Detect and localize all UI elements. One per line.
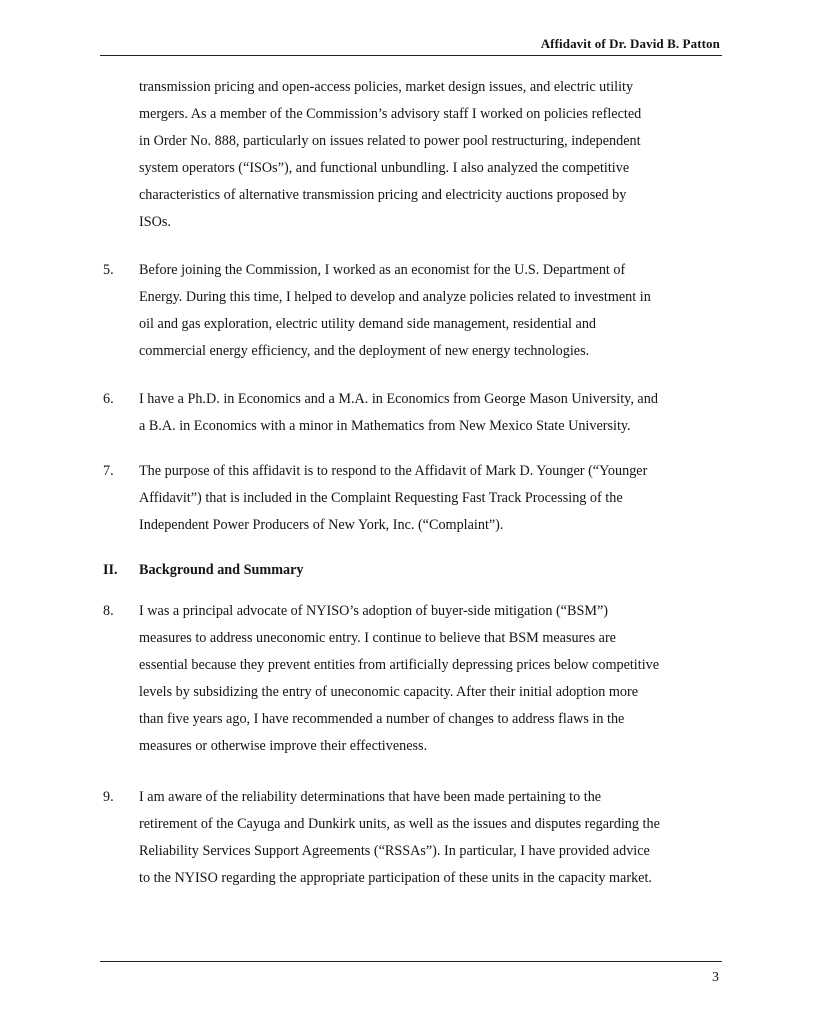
text-line: than five years ago, I have recommended a number of changes to address flaws in the [139,711,625,727]
text-line: to the NYISO regarding the appropriate participation of these units in the capacity market. [139,870,652,886]
text-line: Before joining the Commission, I worked as an economist for the U.S. Department of [139,262,626,278]
paragraph-7 [139,458,724,539]
text-line: I have a Ph.D. in Economics and a M.A. in Economics from George Mason University, and [139,391,658,407]
paragraph-number: 6. [103,391,114,407]
text-line: measures or otherwise improve their effectiveness. [139,738,428,754]
page-number: 3 [712,970,719,985]
section-number: II. [103,562,118,578]
text-line: levels by subsidizing the entry of uneconomic capacity. After their initial adoption more [139,684,639,700]
text-line: I was a principal advocate of NYISO’s adoption of buyer-side mitigation (“BSM”) [139,603,608,619]
paragraph-6 [139,386,724,440]
continuation-paragraph [139,74,724,236]
paragraph-number: 5. [103,262,114,278]
text-line: commercial energy efficiency, and the deployment of new energy technologies. [139,343,590,359]
text-line: Reliability Services Support Agreements (“RSSAs”). In particular, I have provided advice [139,843,650,859]
section-title: Background and Summary [139,562,304,578]
text-line: transmission pricing and open-access policies, market design issues, and electric utility [139,79,634,95]
footer-rule [100,961,722,962]
paragraph-number: 8. [103,603,114,619]
paragraph-9 [139,784,724,892]
text-line: system operators (“ISOs”), and functional unbundling. I also analyzed the competitive [139,160,630,176]
text-line: I am aware of the reliability determinations that have been made pertaining to the [139,789,602,805]
text-line: measures to address uneconomic entry. I continue to believe that BSM measures are [139,630,616,646]
text-line: characteristics of alternative transmission pricing and electricity auctions proposed by [139,187,627,203]
text-line: a B.A. in Economics with a minor in Mathematics from New Mexico State University. [139,418,631,434]
text-line: ISOs. [139,214,171,230]
text-line: The purpose of this affidavit is to respond to the Affidavit of Mark D. Younger (“Younger [139,463,648,479]
text-line: in Order No. 888, particularly on issues related to power pool restructuring, independent [139,133,641,149]
page-header-title: Affidavit of Dr. David B. Patton [540,36,720,51]
paragraph-5 [139,257,724,365]
text-line: oil and gas exploration, electric utility demand side management, residential and [139,316,597,332]
paragraph-number: 9. [103,789,114,805]
text-line: Energy. During this time, I helped to develop and analyze policies related to investment in [139,289,651,305]
text-line: Independent Power Producers of New York, Inc. (“Complaint”). [139,517,504,533]
paragraph-8 [139,598,724,760]
text-line: Affidavit”) that is included in the Complaint Requesting Fast Track Processing of the [139,490,623,506]
header-rule [100,55,722,56]
text-line: retirement of the Cayuga and Dunkirk units, as well as the issues and disputes regarding the [139,816,660,832]
paragraph-number: 7. [103,463,114,479]
text-line: essential because they prevent entities from artificially depressing prices below competitive [139,657,660,673]
text-line: mergers. As a member of the Commission’s advisory staff I worked on policies reflected [139,106,642,122]
